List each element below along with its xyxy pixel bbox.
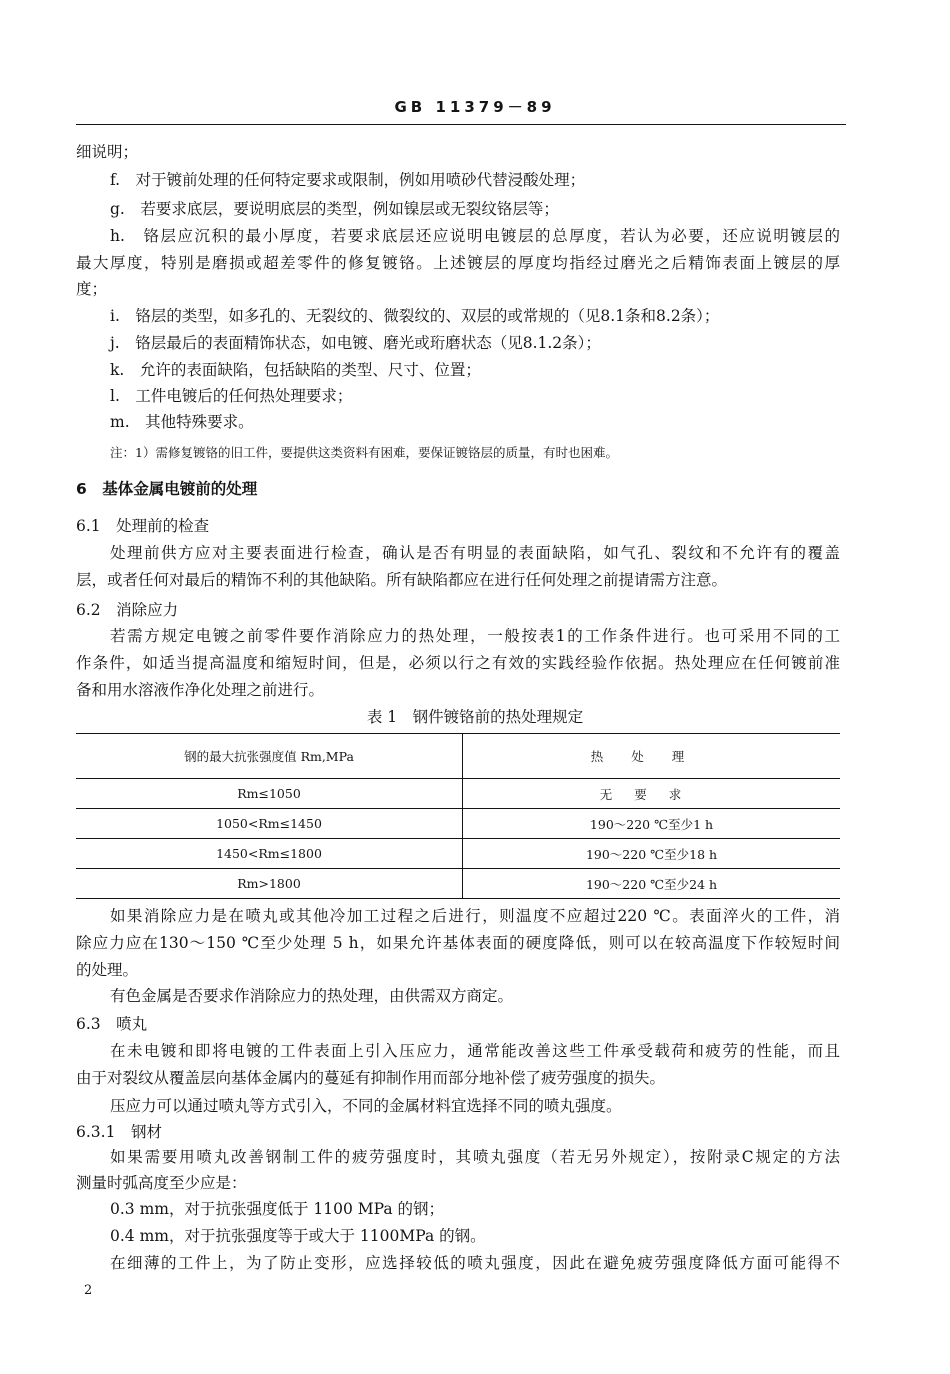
- table-caption: 表 1 钢件镀铬前的热处理规定: [366, 708, 584, 726]
- paragraph: 在细薄的工件上，为了防止变形，应选择较低的喷丸强度，因此在避免疲劳强度降低方面可能得不: [110, 1254, 840, 1272]
- header-rule: [76, 124, 846, 125]
- paragraph: 处理前供方应对主要表面进行检查，确认是否有明显的表面缺陷，如气孔、裂纹和不允许有的覆盖: [110, 544, 840, 562]
- paragraph: 压应力可以通过喷丸等方式引入，不同的金属材料宜选择不同的喷丸强度。: [110, 1097, 622, 1115]
- list-item-j: j. 铬层最后的表面精饰状态，如电镀、磨光或珩磨状态（见8.1.2条）；: [110, 334, 601, 352]
- paragraph: 备和用水溶液作净化处理之前进行。: [76, 681, 325, 699]
- text-line: 最大厚度，特别是磨损或超差零件的修复镀铬。上述镀层的厚度均指经过磨光之后精饰表面上镀层的厚: [76, 254, 840, 272]
- paragraph: 有色金属是否要求作消除应力的热处理，由供需双方商定。: [110, 987, 514, 1005]
- list-item-f: f. 对于镀前处理的任何特定要求或限制，例如用喷砂代替浸酸处理；: [110, 171, 586, 189]
- paragraph: 测量时弧高度至少应是：: [76, 1174, 247, 1192]
- table-row: [76, 809, 840, 839]
- paragraph: 层，或者任何对最后的精饰不利的其他缺陷。所有缺陷都应在进行任何处理之前提请需方注意。: [76, 571, 728, 589]
- table-row: [76, 779, 840, 809]
- table-header-row: [76, 734, 840, 779]
- table-cell: 1450<Rm≤1800: [76, 839, 463, 869]
- page-header: GB 11379－89: [394, 98, 556, 116]
- section-heading-6: 6 基体金属电镀前的处理: [76, 480, 258, 498]
- table-cell: 190～220 ℃至少18 h: [585, 846, 718, 862]
- table-cell: 190～220 ℃至少1 h: [589, 816, 714, 832]
- footnote: 注：1）需修复镀铬的旧工件，要提供这类资料有困难，要保证镀铬层的质量，有时也困难。: [110, 445, 618, 460]
- table-header-cell: 钢的最大抗张强度值 Rm,MPa: [76, 734, 463, 779]
- table-cell: Rm≤1050: [76, 779, 463, 809]
- list-item-h: h. 铬层应沉积的最小厚度，若要求底层还应说明电镀层的总厚度，若认为必要，还应说明镀层的: [110, 227, 840, 245]
- paragraph: 作条件，如适当提高温度和缩短时间，但是，必须以行之有效的实践经验作依据。热处理应在任何镀前准: [76, 654, 840, 672]
- paragraph: 除应力应在130～150 ℃至少处理 5 h，如果允许基体表面的硬度降低，则可以在较高温度下作较短时间: [76, 934, 840, 952]
- paragraph: 在未电镀和即将电镀的工件表面上引入压应力，通常能改善这些工件承受载荷和疲劳的性能，而且: [110, 1042, 840, 1060]
- list-item-m: m. 其他特殊要求。: [110, 413, 254, 431]
- paragraph: 0.3 mm，对于抗张强度低于 1100 MPa 的钢；: [110, 1200, 445, 1218]
- text-line: 度；: [76, 280, 108, 298]
- list-item-l: l. 工件电镀后的任何热处理要求；: [110, 387, 353, 405]
- paragraph: 0.4 mm，对于抗张强度等于或大于 1100MPa 的钢。: [110, 1227, 486, 1245]
- paragraph: 的处理。: [76, 961, 139, 979]
- table-cell: 无要求: [599, 786, 704, 802]
- table-cell: 190～220 ℃至少24 h: [585, 876, 718, 892]
- list-item-g: g. 若要求底层，要说明底层的类型，例如镍层或无裂纹铬层等；: [110, 200, 559, 218]
- section-heading-6-3: 6.3 喷丸: [76, 1015, 148, 1033]
- list-item-k: k. 允许的表面缺陷，包括缺陷的类型、尺寸、位置；: [110, 361, 481, 379]
- table-cell: 1050<Rm≤1450: [76, 809, 463, 839]
- heat-treatment-table: [76, 733, 840, 899]
- list-item-i: i. 铬层的类型，如多孔的、无裂纹的、微裂纹的、双层的或常规的（见8.1条和8.2条）；: [110, 307, 720, 325]
- page-number: 2: [84, 1283, 93, 1298]
- text-line: 细说明；: [76, 143, 139, 161]
- table-row: [76, 839, 840, 869]
- paragraph: 由于对裂纹从覆盖层向基体金属内的蔓延有抑制作用而部分地补偿了疲劳强度的损失。: [76, 1069, 666, 1087]
- paragraph: 如果需要用喷丸改善钢制工件的疲劳强度时，其喷丸强度（若无另外规定），按附录C规定的方法: [110, 1148, 840, 1166]
- paragraph: 如果消除应力是在喷丸或其他冷加工过程之后进行，则温度不应超过220 ℃。表面淬火的工件，消: [110, 907, 840, 925]
- section-heading-6-2: 6.2 消除应力: [76, 601, 179, 619]
- table-cell: Rm>1800: [76, 869, 463, 899]
- table-header-cell: 热处理: [590, 749, 713, 764]
- table-row: [76, 869, 840, 899]
- section-heading-6-1: 6.1 处理前的检查: [76, 517, 210, 535]
- paragraph: 若需方规定电镀之前零件要作消除应力的热处理，一般按表1的工作条件进行。也可采用不同的工: [110, 627, 840, 645]
- section-heading-6-3-1: 6.3.1 钢材: [76, 1123, 162, 1141]
